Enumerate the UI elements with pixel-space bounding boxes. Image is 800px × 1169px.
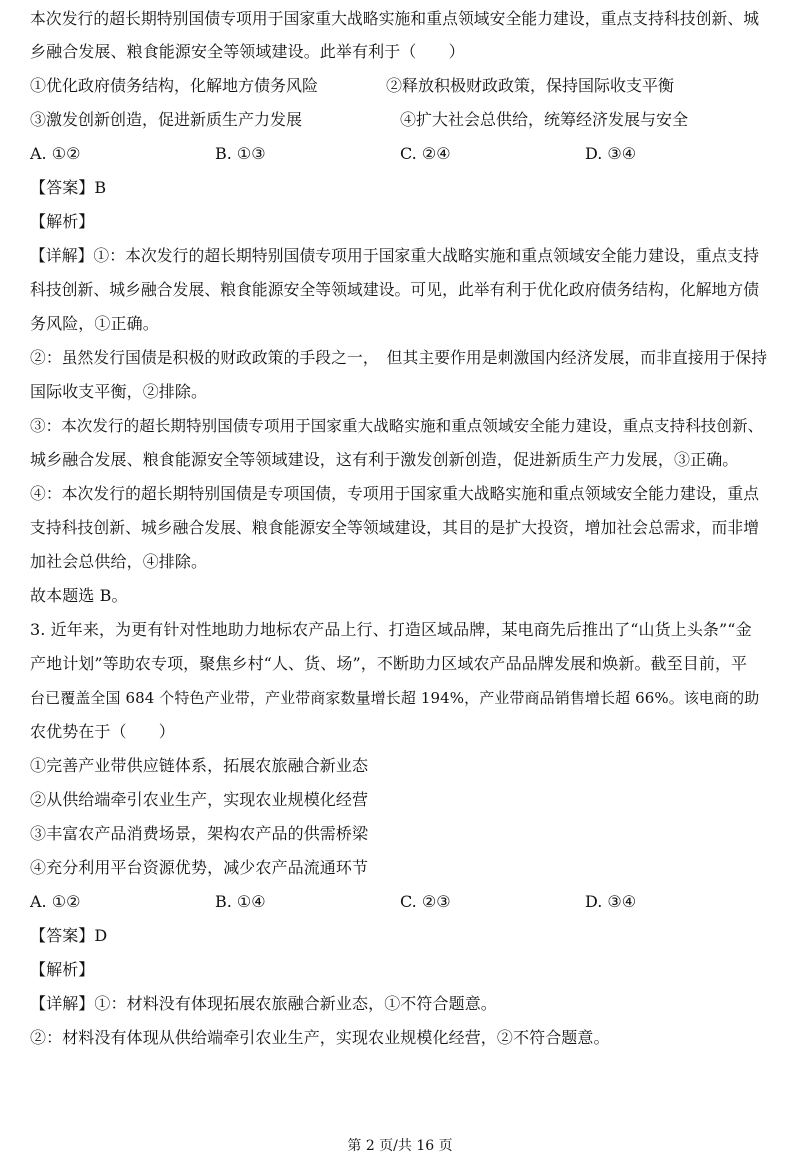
- q2-point-4-line-3: 加社会总供给，④排除。: [30, 552, 208, 571]
- q3-item-1: ①完善产业带供应链体系，拓展农旅融合新业态: [30, 756, 369, 775]
- q3-item-2: ②从供给端牵引农业生产，实现农业规模化经营: [30, 790, 369, 809]
- q3-option-a: A. ①②: [30, 892, 81, 911]
- q2-point-4-line-2: 支持科技创新、城乡融合发展、粮食能源安全等领域建设，其目的是扩大投资，增加社会总需求，而非增: [30, 518, 760, 537]
- q2-detail-line-2: 科技创新、城乡融合发展、粮食能源安全等领域建设。可见，此举有利于优化政府债务结构，化解地方债: [30, 280, 760, 299]
- q3-option-b: B. ①④: [215, 892, 266, 911]
- q2-answer: 【答案】B: [30, 178, 107, 197]
- q2-option-c: C. ②④: [400, 144, 451, 163]
- q2-items-row-1: [30, 75, 770, 97]
- q2-item-3: ③激发创新创造，促进新质生产力发展: [30, 110, 303, 129]
- q2-stem-line-1: 本次发行的超长期特别国债专项用于国家重大战略实施和重点领域安全能力建设，重点支持科技创新、城: [30, 9, 760, 28]
- q2-conclusion: 故本题选 B。: [30, 586, 128, 605]
- q3-item-3: ③丰富农产品消费场景，架构农产品的供需桥梁: [30, 824, 369, 843]
- q3-analysis-heading: 【解析】: [30, 960, 95, 979]
- q2-point-3-line-2: 城乡融合发展、粮食能源安全等领域建设，这有利于激发创新创造，促进新质生产力发展，③正确。: [30, 450, 739, 469]
- q2-detail-line-1: 【详解】①：本次发行的超长期特别国债专项用于国家重大战略实施和重点领域安全能力建设，重点支持: [30, 246, 760, 265]
- q2-point-4-line-1: ④：本次发行的超长期特别国债是专项国债，专项用于国家重大战略实施和重点领域安全能力建设，重点: [30, 484, 760, 503]
- q3-stem-line-2: 产地计划”等助农专项，聚焦乡村“人、货、场”，不断助力区域农产品品牌发展和焕新。截至目前，平: [30, 654, 748, 673]
- q3-answer: 【答案】D: [30, 926, 108, 945]
- q2-option-d: D. ③④: [585, 144, 637, 163]
- q3-stem-line-1: 3. 近年来，为更有针对性地助力地标农产品上行、打造区域品牌，某电商先后推出了“山货上头条”“金: [30, 620, 752, 639]
- q2-detail-line-3: 务风险，①正确。: [30, 314, 159, 333]
- q2-option-b: B. ①③: [215, 144, 266, 163]
- q3-detail-line-2: ②：材料没有体现从供给端牵引农业生产，实现农业规模化经营，②不符合题意。: [30, 1028, 610, 1047]
- q3-stem-line-3: 台已覆盖全国 684 个特色产业带，产业带商家数量增长超 194%，产业带商品销售增长超 66%。该电商的助: [30, 689, 760, 707]
- q2-analysis-heading: 【解析】: [30, 212, 95, 231]
- q3-option-c: C. ②③: [400, 892, 451, 911]
- q2-item-1: ①优化政府债务结构，化解地方债务风险: [30, 76, 319, 95]
- q3-detail-line-1: 【详解】①：材料没有体现拓展农旅融合新业态，①不符合题意。: [30, 994, 497, 1013]
- q2-options: [30, 143, 770, 165]
- q3-option-d: D. ③④: [585, 892, 637, 911]
- q3-stem-line-4: 农优势在于（ ）: [30, 722, 175, 741]
- q3-item-4: ④充分利用平台资源优势，减少农产品流通环节: [30, 858, 369, 877]
- q2-point-2-line-2: 国际收支平衡，②排除。: [30, 382, 208, 401]
- q2-point-2-line-1: ②：虽然发行国债是积极的财政政策的手段之一， 但其主要作用是刺激国内经济发展，而非直接用于保持: [30, 348, 768, 367]
- q3-options: [30, 891, 770, 913]
- q2-item-2: ②释放积极财政政策，保持国际收支平衡: [386, 76, 675, 95]
- page-footer: 第 2 页/共 16 页: [347, 1138, 453, 1154]
- q2-option-a: A. ①②: [30, 144, 81, 163]
- q2-items-row-2: [30, 109, 770, 131]
- q2-item-4: ④扩大社会总供给，统筹经济发展与安全: [400, 110, 689, 129]
- q2-point-3-line-1: ③：本次发行的超长期特别国债专项用于国家重大战略实施和重点领域安全能力建设，重点支持科技创新、: [30, 417, 764, 435]
- q2-stem-line-2: 乡融合发展、粮食能源安全等领域建设。此举有利于（ ）: [30, 42, 465, 61]
